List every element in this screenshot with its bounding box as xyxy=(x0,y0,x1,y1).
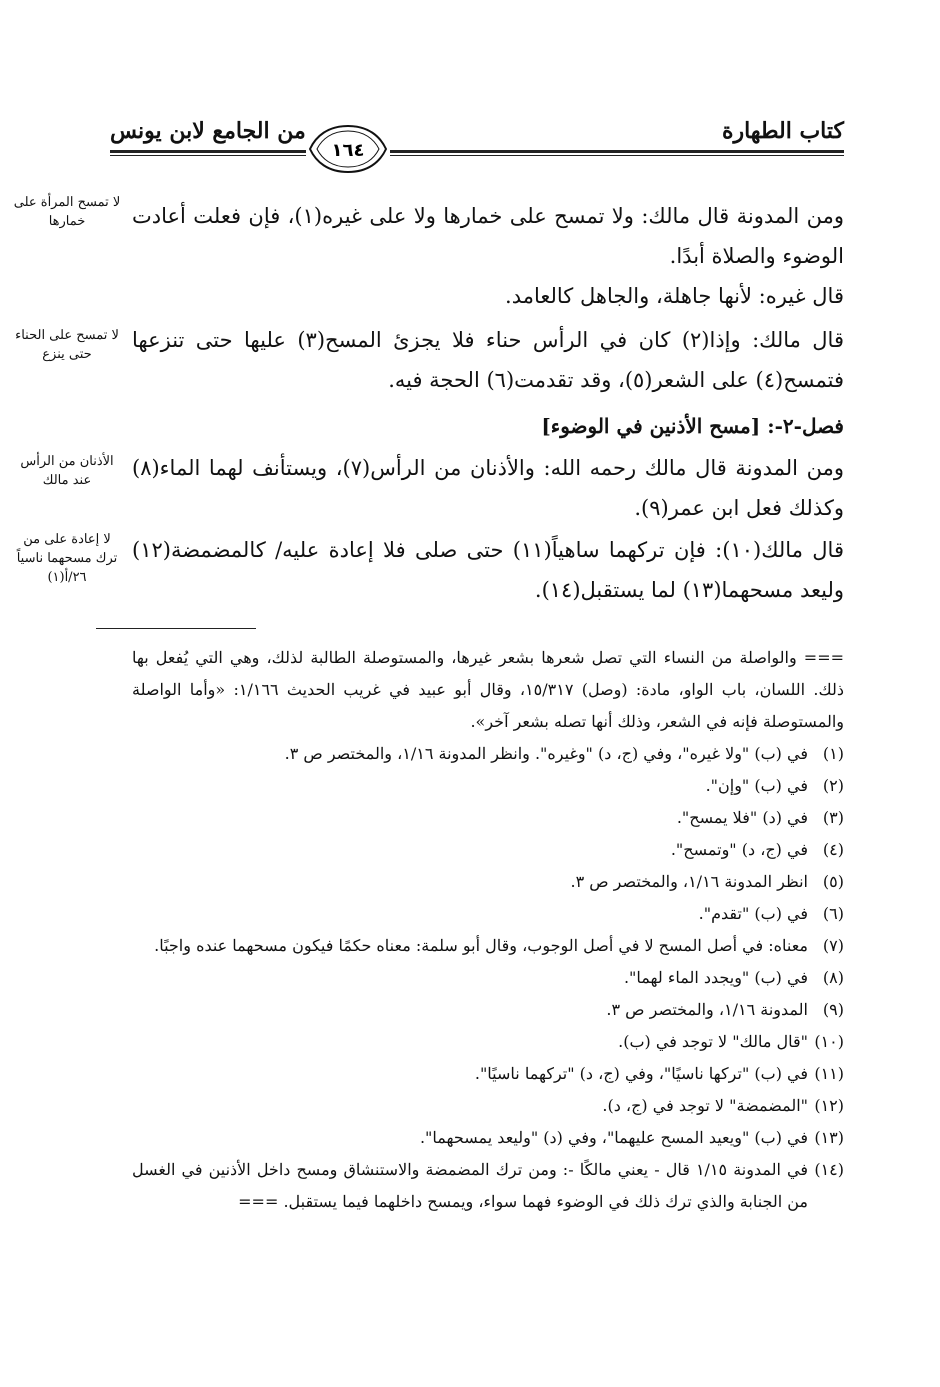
header-rule-thin xyxy=(110,155,844,156)
paragraph-4: ومن المدونة قال مالك رحمه الله: والأذنان من الرأس(٧)، ويستأنف لهما الماء(٨) وكذلك فعل ابن عمر(٩). xyxy=(132,456,844,520)
paragraph-1: ومن المدونة قال مالك: ولا تمسح على خمارها ولا على غيره(١)، فإن فعلت أعادت الوضوء والصلاة أبدًا. xyxy=(132,204,844,268)
page-number-ornament xyxy=(306,124,390,174)
footnote-item: (١٠) "قال مالك" لا توجد في (ب). xyxy=(618,1032,844,1051)
margin-note-4: لا إعادة على من ترك مسحهما ناسياً ٢٦/أ(١) xyxy=(16,532,118,585)
paragraph-5: قال مالك(١٠): فإن تركهما ساهياً(١١) حتى صلى فلا إعادة عليه/ كالمضمضة(١٢) وليعد مسحهما(١٣) لما يستقبل(١٤). xyxy=(132,538,844,602)
footnote-item: (١٣) في (ب) "ويعيد المسح عليهما"، وفي (د) "وليعد يمسحهما". xyxy=(419,1128,844,1147)
footnote-item: (٥) انظر المدونة ١/١٦، والمختصر ص ٣. xyxy=(570,872,844,891)
footnote-item: (٣) في (د) "فلا يمسح". xyxy=(676,808,844,827)
footnote-list xyxy=(132,738,844,1218)
footnote-item: (٩) المدونة ١/١٦، والمختصر ص ٣. xyxy=(606,1000,844,1019)
paragraph-3: قال مالك: وإذا(٢) كان في الرأس حناء فلا يجزئ المسح(٣) عليها حتى تنزعها فتمسح(٤) على الشعر(٥)، وقد تقدمت(٦) الحجة فيه. xyxy=(132,328,844,392)
footnote-item: (٧) معناه: في أصل المسح لا في أصل الوجوب، وقال أبو سلمة: معناه حكمًا فيكون مسحهما عنده واجبًا. xyxy=(154,936,844,955)
footnote-item: (٦) في (ب) "تقدم". xyxy=(698,904,844,923)
margin-note-3: الأذنان من الرأس عند مالك xyxy=(20,454,114,488)
footnote-item: (٤) في (ج، د) "وتمسح". xyxy=(670,840,844,859)
footnote-item: (١٢) "المضمضة" لا توجد في (ج، د). xyxy=(602,1096,844,1115)
margin-note-2: لا تمسح على الحناء حتى ينزع xyxy=(15,328,119,362)
section-title: فصل-٢-: [مسح الأذنين في الوضوء] xyxy=(541,414,844,438)
footnote-separator xyxy=(96,628,256,629)
margin-note-1: لا تمسح المرأة على خمارها xyxy=(13,195,121,229)
footnote-item: (١١) في (ب) "تركها ناسيًا"، وفي (ج، د) "تركهما ناسيًا". xyxy=(474,1064,844,1083)
header-rule xyxy=(110,150,844,153)
paragraph-2: قال غيره: لأنها جاهلة، والجاهل كالعامد. xyxy=(505,284,844,308)
page-number: ١٦٤ xyxy=(331,140,365,161)
footnote-item: (٨) في (ب) "ويجدد الماء لهما". xyxy=(623,968,844,987)
footnote-item: (١) في (ب) "ولا غيره"، وفي (ج، د) "وغيره". وانظر المدونة ١/١٦، والمختصر ص ٣. xyxy=(284,744,844,763)
footnote-item: (٢) في (ب) "وإن". xyxy=(705,776,844,795)
footnote-item: (١٤) في المدونة ١/١٥ قال - يعني مالكًا -: ومن ترك المضمضة والاستنشاق ومسح داخل الأذنين في الغسل من الجنابة والذي ترك ذلك في الوضوء فهما سواء، ويمسح داخلهما فيما يستقبل. === xyxy=(132,1160,844,1211)
footnote-continuation: === والواصلة من النساء التي تصل شعرها بشعر غيرها، والمستوصلة الطالبة لذلك، وهي التي يُفعل بها ذلك. اللسان، باب الواو، مادة: (وصل) ١٥/٣١٧، وقال أبو عبيد في غريب الحديث ١/١٦٦: «وأما الواصلة والمستوصلة فإنه في الشعر، وذلك أنها تصله بشعر آخر». xyxy=(132,648,845,731)
running-header-chapter: كتاب الطهارة xyxy=(721,118,844,144)
running-header-book: من الجامع لابن يونس xyxy=(110,118,306,144)
